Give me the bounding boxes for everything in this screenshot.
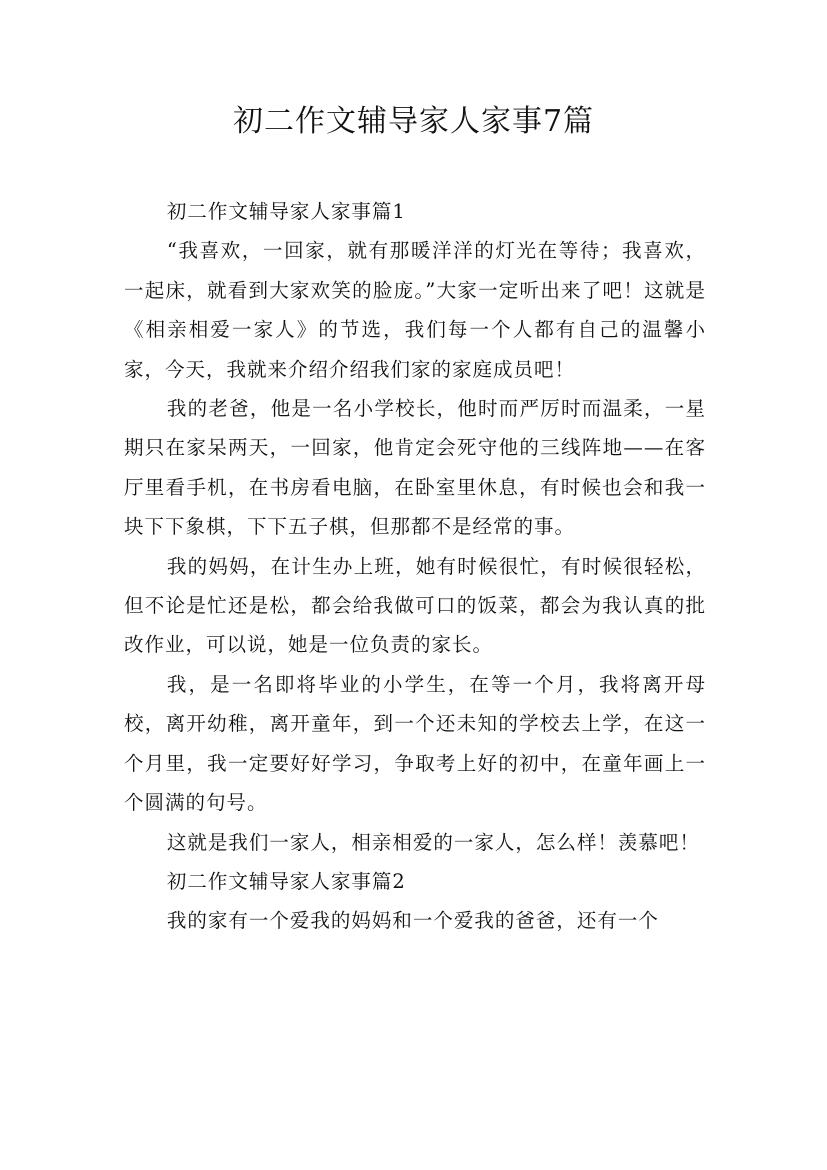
paragraph: 这就是我们一家人，相亲相爱的一家人，怎么样！羡慕吧！ [166, 830, 700, 854]
paragraph: 我的家有一个爱我的妈妈和一个爱我的爸爸，还有一个 [166, 909, 659, 933]
document-title: 初二作文辅导家人家事7篇 [232, 104, 595, 139]
section-heading-2: 初二作文辅导家人家事篇2 [166, 869, 406, 893]
paragraph: 我的妈妈，在计生办上班，她有时候很忙，有时候很轻松，但不论是忙还是松，都会给我做可口的饭菜，都会为我认真的批改作业，可以说，她是一位负责的家长。 [124, 554, 706, 657]
section-heading-1: 初二作文辅导家人家事篇1 [166, 200, 406, 223]
paragraph: 我，是一名即将毕业的小学生，在等一个月，我将离开母校，离开幼稚，离开童年，到一个还未知的学校去上学，在这一个月里，我一定要好好学习，争取考上好的初中，在童年画上一个圆满的句号。 [124, 672, 706, 815]
paragraph: “我喜欢，一回家，就有那暖洋洋的灯光在等待；我喜欢，一起床，就看到大家欢笑的脸庞。”大家一定听出来了吧！这就是《相亲相爱一家人》的节选，我们每一个人都有自己的温馨小家，今天，我就来介绍介绍我们家的家庭成员吧！ [124, 239, 706, 381]
paragraph: 我的老爸，他是一名小学校长，他时而严厉时而温柔，一星期只在家呆两天，一回家，他肯定会死守他的三线阵地——在客厅里看手机，在书房看电脑，在卧室里休息，有时候也会和我一块下下象棋，下下五子棋，但那都不是经常的事。 [124, 397, 706, 539]
document-body [124, 192, 706, 941]
